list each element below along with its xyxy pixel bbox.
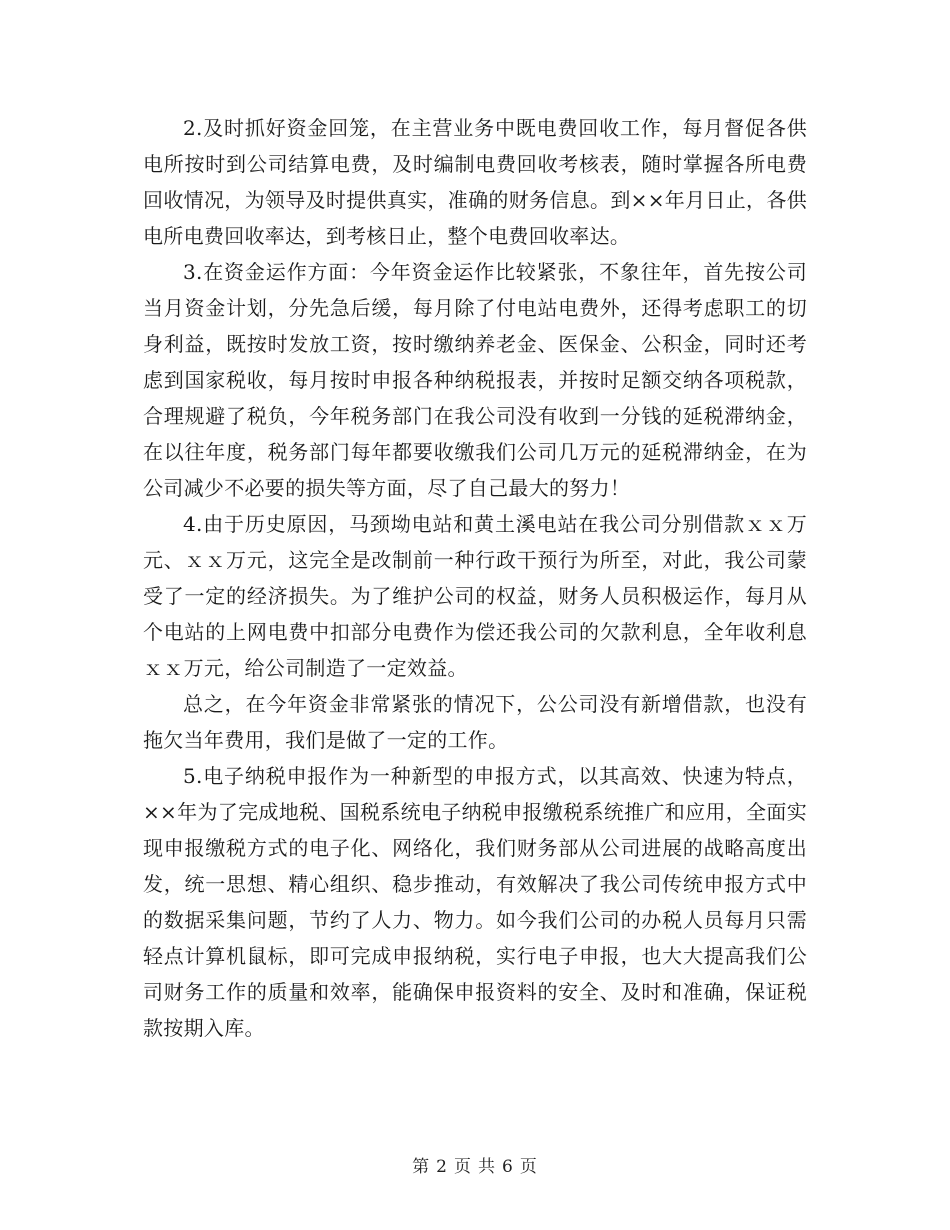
footer-prefix: 第 bbox=[412, 1157, 431, 1177]
footer-total-pages: 6 bbox=[502, 1157, 514, 1177]
page-footer bbox=[0, 1152, 950, 1177]
paragraph-summary: 总之，在今年资金非常紧张的情况下，公公司没有新增借款，也没有拖欠当年费用，我们是做了一定的工作。 bbox=[143, 692, 807, 752]
paragraph-item-5: 5.电子纳税申报作为一种新型的申报方式，以其高效、快速为特点，××年为了完成地税、国税系统电子纳税申报缴税系统推广和应用，全面实现申报缴税方式的电子化、网络化，我们财务部从公司进展的战略高度出发，统一思想、精心组织、稳步推动，有效解决了我公司传统申报方式中的数据采集问题，节约了人力、物力。如今我们公司的办税人员每月只需轻点计算机鼠标，即可完成申报纳税，实行电子申报，也大大提高我们公司财务工作的质量和效率，能确保申报资料的安全、及时和准确，保证税款按期入库。 bbox=[143, 764, 807, 1040]
paragraph-item-2: 2.及时抓好资金回笼，在主营业务中既电费回收工作，每月督促各供电所按时到公司结算电费，及时编制电费回收考核表，随时掌握各所电费回收情况，为领导及时提供真实，准确的财务信息。到××年月日止，各供电所电费回收率达，到考核日止，整个电费回收率达。 bbox=[143, 116, 807, 248]
footer-page-word: 页 bbox=[454, 1157, 472, 1177]
footer-current-page: 2 bbox=[436, 1157, 448, 1177]
document-body bbox=[143, 110, 807, 1046]
footer-suffix: 页 bbox=[519, 1157, 538, 1177]
footer-total-word: 共 bbox=[478, 1157, 496, 1177]
paragraph-item-3: 3.在资金运作方面：今年资金运作比较紧张，不象往年，首先按公司当月资金计划，分先急后缓，每月除了付电站电费外，还得考虑职工的切身利益，既按时发放工资，按时缴纳养老金、医保金、公积金，同时还考虑到国家税收，每月按时申报各种纳税报表，并按时足额交纳各项税款，合理规避了税负，今年税务部门在我公司没有收到一分钱的延税滞纳金，在以往年度，税务部门每年都要收缴我们公司几万元的延税滞纳金，在为公司减少不必要的损失等方面，尽了自己最大的努力！ bbox=[143, 260, 807, 500]
paragraph-item-4: 4.由于历史原因，马颈坳电站和黄土溪电站在我公司分别借款ｘｘ万元、ｘｘ万元，这完全是改制前一种行政干预行为所至，对此，我公司蒙受了一定的经济损失。为了维护公司的权益，财务人员积极运作，每月从个电站的上网电费中扣部分电费作为偿还我公司的欠款利息，全年收利息ｘｘ万元，给公司制造了一定效益。 bbox=[143, 512, 807, 680]
